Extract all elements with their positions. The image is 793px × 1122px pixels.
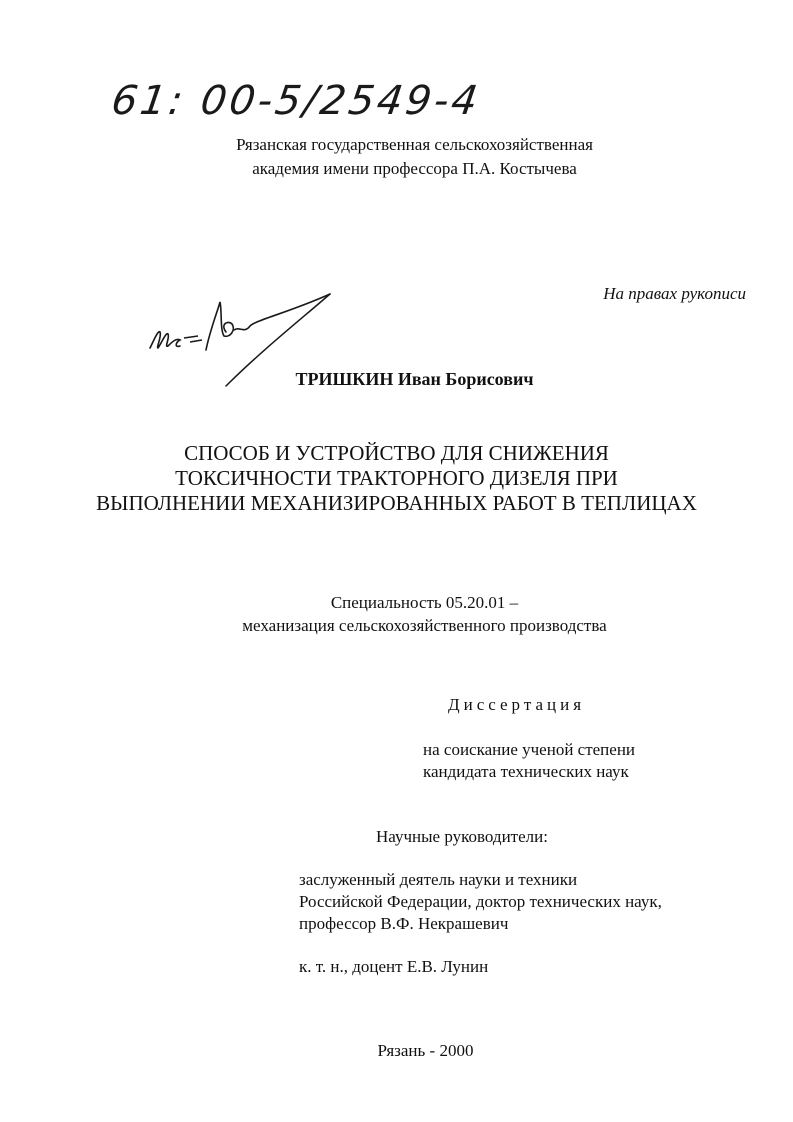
institution-line-1: Рязанская государственная сельскохозяйственная bbox=[236, 135, 593, 154]
specialty-line-1: Специальность 05.20.01 – bbox=[330, 593, 519, 612]
supervisor-second: к. т. н., доцент Е.В. Лунин bbox=[299, 957, 489, 976]
author-name: ТРИШКИН Иван Борисович bbox=[295, 369, 534, 389]
degree-line-1: на соискание ученой степени bbox=[423, 740, 636, 759]
place-year: Рязань - 2000 bbox=[377, 1041, 474, 1060]
title-line-3: ВЫПОЛНЕНИИ МЕХАНИЗИРОВАННЫХ РАБОТ В ТЕПЛИЦАХ bbox=[96, 491, 697, 515]
title-line-1: СПОСОБ И УСТРОЙСТВО ДЛЯ СНИЖЕНИЯ bbox=[184, 441, 609, 465]
dissertation-heading: Диссертация bbox=[448, 695, 586, 714]
supervisor-first-line-2: Российской Федерации, доктор технических наук, bbox=[299, 892, 662, 911]
supervisor-first bbox=[299, 869, 662, 935]
specialty bbox=[0, 591, 793, 637]
supervisor-first-line-1: заслуженный деятель науки и техники bbox=[299, 870, 578, 889]
specialty-line-2: механизация сельскохозяйственного производства bbox=[242, 616, 607, 635]
institution-line-2: академия имени профессора П.А. Костычева bbox=[252, 159, 577, 178]
rights-note: На правах рукописи bbox=[603, 284, 746, 303]
degree-sought bbox=[423, 739, 635, 783]
degree-line-2: кандидата технических наук bbox=[423, 762, 629, 781]
dissertation-title bbox=[0, 441, 793, 516]
archive-code: 61: 00-5/2549-4 bbox=[108, 78, 484, 124]
institution-name bbox=[0, 133, 793, 181]
supervisor-first-line-3: профессор В.Ф. Некрашевич bbox=[299, 914, 509, 933]
title-line-2: ТОКСИЧНОСТИ ТРАКТОРНОГО ДИЗЕЛЯ ПРИ bbox=[175, 466, 618, 490]
supervisors-heading: Научные руководители: bbox=[376, 827, 548, 846]
